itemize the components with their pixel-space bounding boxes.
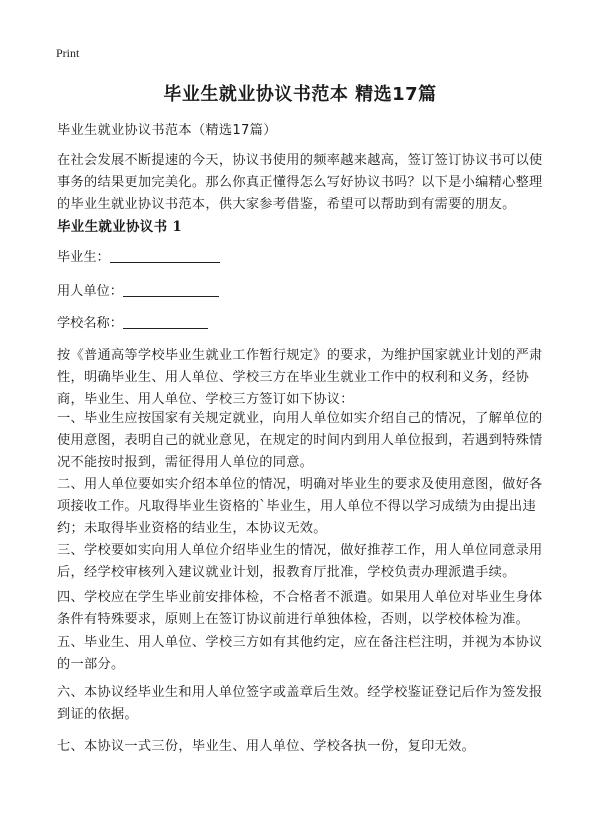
graduate-field-blank: [110, 248, 220, 263]
employer-field-label: 用人单位：: [57, 284, 123, 299]
agreement-clause-5: 五、毕业生、用人单位、学校三方如有其他约定，应在备注栏注明，并视为本协议的一部分。: [57, 635, 543, 672]
school-field: [57, 313, 208, 335]
agreement-preamble: 按《普通高等学校毕业生就业工作暂行规定》的要求，为维护国家就业计划的严肃性，明确毕业生、用人单位、学校三方在毕业生就业工作中的权利和义务，经协商，毕业生、用人单位、学校三方签订如下协议：: [57, 348, 543, 407]
school-field-label: 学校名称：: [57, 316, 123, 331]
page-title: 毕业生就业协议书范本 精选17篇: [163, 84, 437, 105]
employer-field: [57, 281, 219, 303]
agreement-clause-3: 三、学校要如实向用人单位介绍毕业生的情况，做好推荐工作，用人单位同意录用后，经学校审核列入建议就业计划，报教育厅批准，学校负责办理派遣手续。: [57, 543, 543, 580]
print-link[interactable]: Print: [56, 46, 80, 60]
agreement-clause-4: 四、学校应在学生毕业前安排体检，不合格者不派遣。如果用人单位对毕业生身体条件有特殊要求，原则上在签订协议前进行单独体检，否则，以学校体检为准。: [57, 590, 543, 627]
employer-field-blank: [123, 282, 219, 297]
document-subtitle: 毕业生就业协议书范本（精选17篇）: [57, 123, 277, 138]
agreement-clause-1: 一、毕业生应按国家有关规定就业，向用人单位如实介绍自己的情况，了解单位的使用意图，表明自己的就业意见，在规定的时间内到用人单位报到，若遇到特殊情况不能按时报到，需征得用人单位的同意。: [57, 411, 543, 470]
graduate-field-label: 毕业生：: [57, 250, 110, 265]
agreement-clause-2: 二、用人单位要如实介绍本单位的情况，明确对毕业生的要求及使用意图，做好各项接收工作。凡取得毕业生资格的`毕业生，用人单位不得以学习成绩为由提出违约；未取得毕业资格的结业生，本协议无效。: [57, 477, 543, 536]
intro-paragraph: 在社会发展不断提速的今天，协议书使用的频率越来越高，签订签订协议书可以使事务的结果更加完美化。那么你真正懂得怎么写好协议书吗？以下是小编精心整理的毕业生就业协议书范本，供大家参考借鉴，希望可以帮助到有需要的朋友。: [57, 153, 543, 212]
graduate-field: [57, 247, 220, 269]
agreement-clause-7: 七、本协议一式三份，毕业生、用人单位、学校各执一份，复印无效。: [57, 739, 476, 754]
section-heading: 毕业生就业协议书 1: [57, 219, 183, 235]
school-field-blank: [123, 314, 208, 329]
agreement-clause-6: 六、本协议经毕业生和用人单位签字或盖章后生效。经学校鉴证登记后作为签发报到证的依据。: [57, 685, 543, 722]
